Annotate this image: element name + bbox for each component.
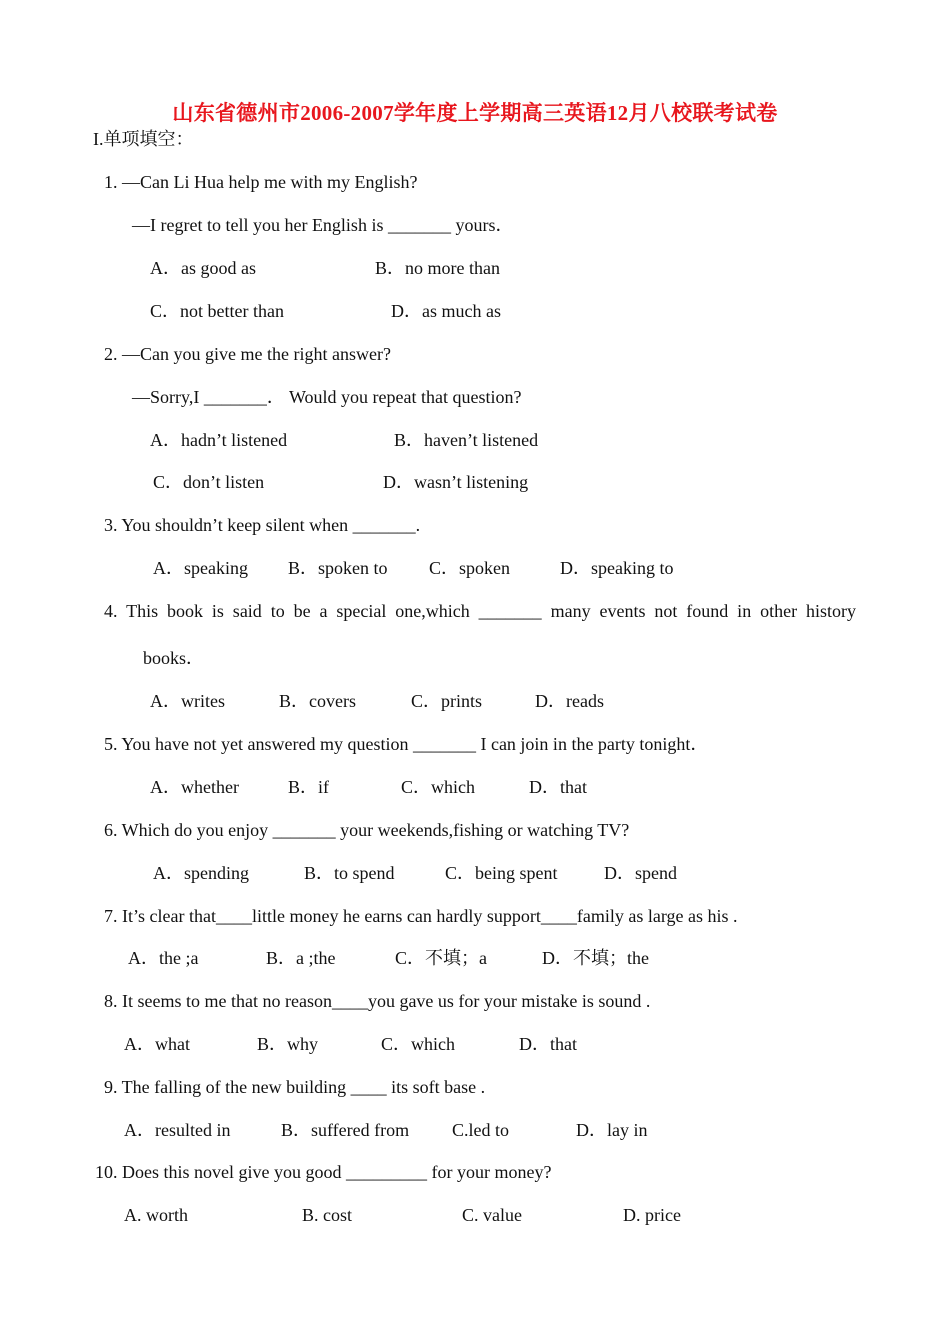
q9-option-b: B．suffered from <box>281 1120 410 1140</box>
q4-option-b: B．covers <box>279 691 356 711</box>
q3-option-d: D．speaking to <box>560 558 674 578</box>
section-heading: I.单项填空： <box>93 129 194 149</box>
q2-option-a: A．hadn’t listened <box>150 430 288 450</box>
question-3-stem: 3. You shouldn’t keep silent when _______. <box>104 515 421 535</box>
q8-option-d: D．that <box>519 1034 577 1054</box>
question-1-reply: —I regret to tell you her English is _______ yours． <box>132 215 514 235</box>
q7-option-d: D．不填；the <box>542 948 649 968</box>
q10-option-a: A. worth <box>124 1205 188 1225</box>
question-2-stem: 2. —Can you give me the right answer? <box>104 344 391 364</box>
q9-option-a: A．resulted in <box>124 1120 231 1140</box>
question-2-reply: —Sorry,I _______． Would you repeat that question? <box>132 387 522 407</box>
question-4-stem: 4. This book is said to be a special one,which _______ many events not found in other history <box>104 601 856 621</box>
question-5-stem: 5. You have not yet answered my question _______ I can join in the party tonight． <box>104 734 709 754</box>
q6-option-c: C．being spent <box>445 863 558 883</box>
q7-option-a: A．the ;a <box>128 948 199 968</box>
q8-option-c: C．which <box>381 1034 455 1054</box>
q5-option-d: D．that <box>529 777 587 797</box>
q8-option-b: B．why <box>257 1034 319 1054</box>
q9-option-d: D．lay in <box>576 1120 648 1140</box>
q7-option-c: C．不填；a <box>395 948 487 968</box>
q10-option-d: D. price <box>623 1205 681 1225</box>
q1-option-c: C．not better than <box>150 301 284 321</box>
q3-option-a: A．speaking <box>153 558 248 578</box>
q1-option-d: D．as much as <box>391 301 501 321</box>
q2-option-b: B．haven’t listened <box>394 430 539 450</box>
q2-option-c: C．don’t listen <box>153 472 265 492</box>
q7-option-b: B．a ;the <box>266 948 336 968</box>
q10-option-c: C. value <box>462 1205 522 1225</box>
q6-option-d: D．spend <box>604 863 677 883</box>
q1-option-a: A．as good as <box>150 258 256 278</box>
q6-option-b: B．to spend <box>304 863 395 883</box>
question-10-stem: 10. Does this novel give you good _________ for your money? <box>95 1162 552 1182</box>
q2-option-d: D．wasn’t listening <box>383 472 529 492</box>
q4-option-a: A．writes <box>150 691 225 711</box>
q3-option-b: B．spoken to <box>288 558 388 578</box>
q5-option-a: A．whether <box>150 777 239 797</box>
q5-option-b: B．if <box>288 777 330 797</box>
q4-option-c: C．prints <box>411 691 483 711</box>
q1-option-b: B．no more than <box>375 258 500 278</box>
q6-option-a: A．spending <box>153 863 249 883</box>
q10-option-b: B. cost <box>302 1205 353 1225</box>
q3-option-c: C．spoken <box>429 558 510 578</box>
q9-option-c: C.led to <box>452 1120 509 1140</box>
q4-option-d: D．reads <box>535 691 604 711</box>
exam-title: 山东省德州市2006-2007学年度上学期高三英语12月八校联考试卷 <box>172 101 778 125</box>
question-1-stem: 1. —Can Li Hua help me with my English? <box>104 172 418 192</box>
question-9-stem: 9. The falling of the new building ____ its soft base . <box>104 1077 486 1097</box>
q5-option-c: C．which <box>401 777 475 797</box>
question-8-stem: 8. It seems to me that no reason____you gave us for your mistake is sound . <box>104 991 651 1011</box>
question-4-stem-cont: books． <box>143 648 205 668</box>
question-7-stem: 7. It’s clear that____little money he earns can hardly support____family as large as his . <box>104 906 738 926</box>
question-6-stem: 6. Which do you enjoy _______ your weekends,fishing or watching TV? <box>104 820 630 840</box>
q8-option-a: A．what <box>124 1034 190 1054</box>
